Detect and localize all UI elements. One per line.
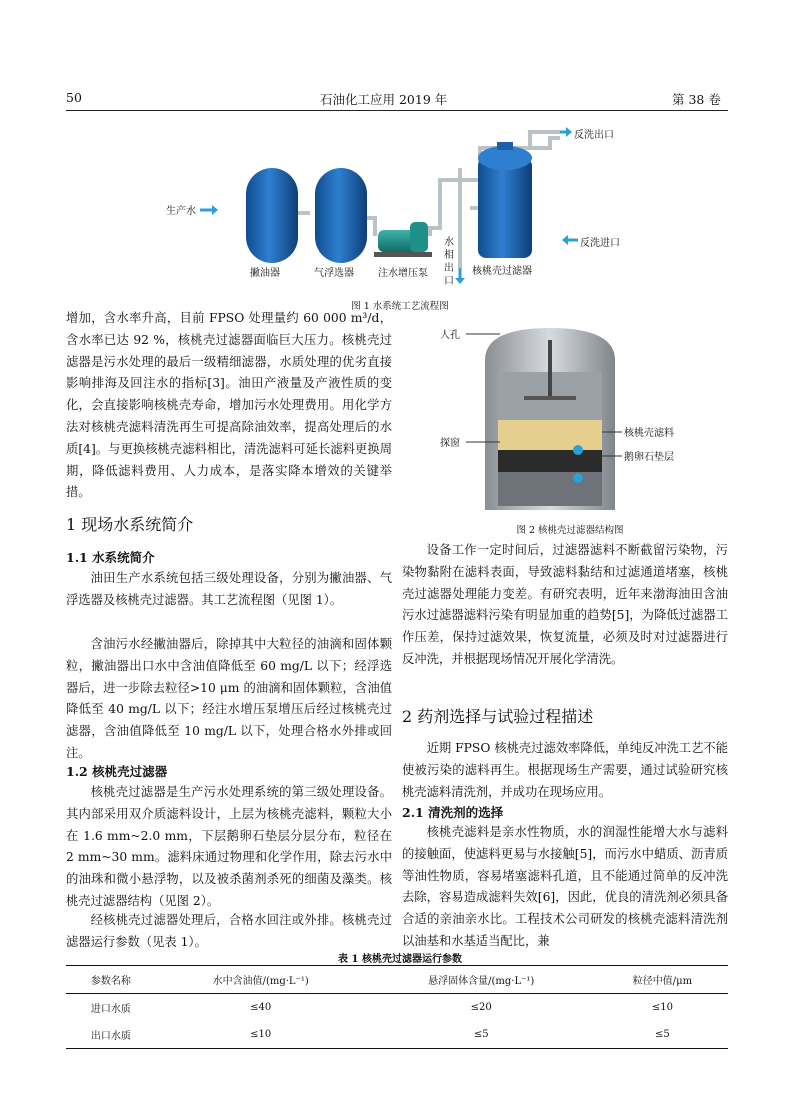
paragraph-1-2-a-text: 核桃壳过滤器是生产污水处理系统的第三级处理设备。其内部采用双介质滤料设计，上层为核桃壳滤料，颗粒大小在 1.6 mm~2.0 mm，下层鹅卵石垫层分层分布，粒径在 2 mm~30 mm。滤料床通过物理和化学作用，除去污水中的油珠和微小悬浮物，以及被杀菌剂杀死的细菌及藻类。核桃壳过滤器结构（见图 2）。 bbox=[66, 785, 392, 908]
paragraph-right-a bbox=[402, 540, 728, 671]
gravel-layer bbox=[498, 450, 602, 472]
label-media: 核桃壳滤料 bbox=[624, 428, 674, 439]
table-header-cell: 悬浮固体含量/(mg·L⁻¹) bbox=[428, 976, 535, 987]
table-cell: ≤5 bbox=[473, 1029, 489, 1040]
header-rule bbox=[66, 110, 728, 111]
journal-title: 石油化工应用 2019 年 bbox=[320, 92, 448, 107]
label-manhole: 人孔 bbox=[440, 330, 460, 341]
figure-1-process-flow bbox=[160, 118, 640, 298]
label-filter: 核桃壳过滤器 bbox=[472, 266, 532, 277]
table-header-cell: 参数名称 bbox=[90, 976, 131, 987]
table-cell: ≤10 bbox=[651, 1002, 673, 1013]
walnut-media-layer bbox=[498, 420, 602, 450]
label-skimmer: 撇油器 bbox=[250, 268, 280, 279]
walnut-filter-tank bbox=[478, 142, 532, 258]
label-flotation: 气浮选器 bbox=[314, 268, 354, 279]
table-1-title: 表 1 核桃壳过滤器运行参数 bbox=[338, 954, 462, 965]
label-backwash-out: 反洗出口 bbox=[574, 130, 614, 141]
table-header-row bbox=[66, 966, 728, 994]
paragraph-right-b-text: 近期 FPSO 核桃壳过滤效率降低，单纯反冲洗工艺不能使被污染的滤料再生。根据现场生产需要，通过试验研究核桃壳滤料清洗剂，并成功在现场应用。 bbox=[402, 741, 728, 799]
figure-2-filter-structure bbox=[440, 320, 700, 520]
figure-2-caption: 图 2 核桃壳过滤器结构图 bbox=[516, 525, 624, 536]
table-row bbox=[66, 1021, 728, 1049]
label-inflow: 生产水 bbox=[166, 206, 196, 217]
table-cell: ≤40 bbox=[250, 1002, 272, 1013]
volume-label: 第 38 卷 bbox=[672, 92, 721, 107]
paragraph-right-b bbox=[402, 738, 728, 803]
paragraph-1-1-b-text: 含油污水经撇油器后，除掉其中大粒径的油滴和固体颗粒，撇油器出口水中含油值降低至 60 mg/L 以下；经浮选器后，进一步除去粒径>10 μm 的油滴和固体颗粒，含油值降低至 40 mg/L 以下；经注水增压泵增压后经过核桃壳过滤器，含油值降低至 10 mg/L 以下，处理合格水外排或回注。 bbox=[66, 637, 392, 760]
subsection-1-2-heading: 1.2 核桃壳过滤器 bbox=[66, 764, 168, 779]
paragraph-1-2-b-text: 经核桃壳过滤器处理后，合格水回注或外排。核桃壳过滤器运行参数（见表 1）。 bbox=[66, 913, 392, 949]
label-pump: 注水增压泵 bbox=[378, 268, 428, 279]
table-row bbox=[66, 994, 728, 1022]
section-1-heading: 1 现场水系统简介 bbox=[66, 515, 194, 534]
paragraph-1-1-a bbox=[66, 568, 392, 612]
intro-paragraph: 增加，含水率升高，目前 FPSO 处理量约 60 000 m³/d，含水率已达 92 %，核桃壳过滤器面临巨大压力。核桃壳过滤器是污水处理的最后一级精细滤器，水质处理的优劣直接影响排海及回注水的指标[3]。油田产液量及产液性质的变化，会直接影响核桃壳寿命，增加污水处理费用。用化学方法对核桃壳滤料清洗再生可提高除油效率，提高处理后的水质[4]。与更换核桃壳滤料相比，清洗滤料可延长滤料更换周期，降低滤料费用、人力成本，是落实降本增效的关键举措。 bbox=[66, 311, 392, 500]
table-header-cell: 粒径中值/μm bbox=[632, 976, 693, 987]
paragraph-right-a-text: 设备工作一定时间后，过滤器滤料不断截留污染物，污染物黏附在滤料表面，导致滤料黏结和过滤通道堵塞，核桃壳过滤器处理能力变差。有研究表明，近年来渤海油田含油污水过滤器滤料污染有明显加重的趋势[5]，为降低过滤器工作压差，保持过滤效果，恢复流量，必须及时对过滤器进行反冲洗，并根据现场情况开展化学清洗。 bbox=[402, 543, 728, 666]
label-gravel: 鹅卵石垫层 bbox=[624, 452, 674, 463]
paragraph-right-c-text: 核桃壳滤料是亲水性物质，水的润湿性能增大水与滤料的接触面，使滤料更易与水接触[5]，而污水中蜡质、沥青质等油性物质，容易堵塞滤料孔道，且不能通过简单的反冲洗去除，容易造成滤料失效[6]，因此，优良的清洗剂必须具备合适的亲油亲水比。工程技术公司研发的核桃壳滤料清洗剂以油基和水基适当配比，兼 bbox=[402, 825, 728, 948]
table-header-cell: 水中含油值/(mg·L⁻¹) bbox=[212, 976, 309, 987]
section-2-heading: 2 药剂选择与试验过程描述 bbox=[402, 707, 594, 726]
label-window: 探窗 bbox=[440, 438, 460, 449]
paragraph-right-c bbox=[402, 822, 728, 953]
paragraph-1-2-a bbox=[66, 782, 392, 913]
subsection-2-1-heading: 2.1 清洗剂的选择 bbox=[402, 805, 504, 820]
table-cell: ≤5 bbox=[655, 1029, 670, 1040]
figure-2-drawing bbox=[440, 320, 700, 520]
booster-pump bbox=[374, 222, 432, 257]
table-cell: 进口水质 bbox=[90, 1004, 131, 1015]
label-outlet: 水相出口 bbox=[444, 237, 454, 287]
table-cell: 出口水质 bbox=[90, 1031, 131, 1042]
label-backwash-in: 反洗进口 bbox=[580, 238, 620, 249]
paragraph-1-2-b bbox=[66, 910, 392, 954]
page-number: 50 bbox=[66, 90, 82, 105]
flotation-tank bbox=[315, 168, 367, 263]
figure-1-caption: 图 1 水系统工艺流程图 bbox=[351, 301, 449, 312]
subsection-1-1-heading: 1.1 水系统简介 bbox=[66, 550, 155, 565]
table-cell: ≤10 bbox=[250, 1029, 272, 1040]
paragraph-1-1-b bbox=[66, 634, 392, 765]
table-1 bbox=[66, 965, 728, 1049]
skimmer-tank bbox=[246, 168, 298, 263]
table-cell: ≤20 bbox=[470, 1002, 492, 1013]
paragraph-1-1-a-text: 油田生产水系统包括三级处理设备，分别为撇油器、气浮选器及核桃壳过滤器。其工艺流程图（见图 1）。 bbox=[66, 571, 392, 607]
